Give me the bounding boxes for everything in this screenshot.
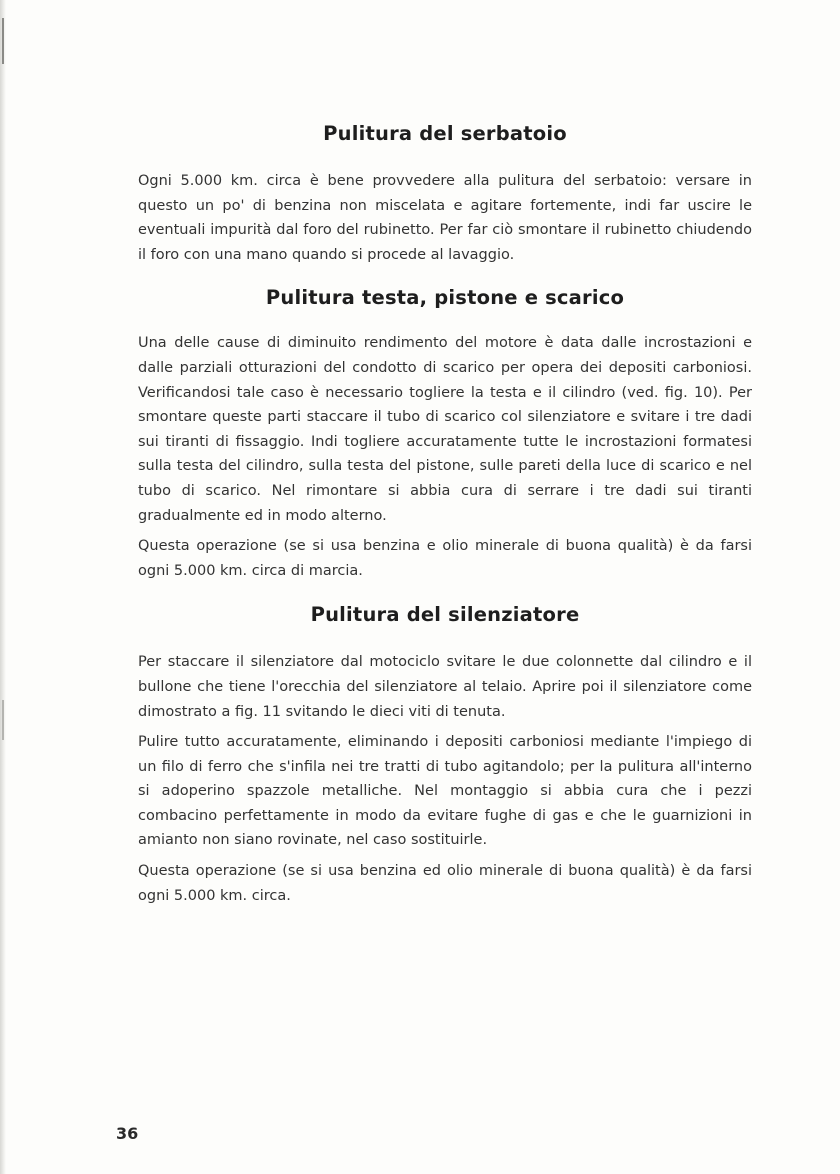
section-paragraph: Ogni 5.000 km. circa è bene provvedere alla pulitura del serbatoio: versare in questo un po' di benzina non miscelata e agitare fortemente, indi far uscire le eventuali impurità dal foro del rubinetto. Per far ciò smontare il rubinetto chiudendo il foro con una mano quando si procede al lavaggio.: [138, 173, 752, 263]
section-title: Pulitura del silenziatore: [310, 603, 580, 627]
section-silenziatore: [138, 603, 752, 908]
section-paragraph: Questa operazione (se si usa benzina e olio minerale di buona qualità) è da farsi ogni 5.000 km. circa di marcia.: [138, 538, 752, 579]
section-paragraph: Una delle cause di diminuito rendimento del motore è data dalle incrostazioni e dalle parziali otturazioni del condotto di scarico per opera dei depositi carboniosi. Verificandosi tale caso è necessario togliere la testa e il cilindro (ved. fig. 10). Per smontare queste parti staccare il tubo di scarico col silenziatore e svitare i tre dadi sui tiranti di fissaggio. Indi togliere accuratamente tutte le incrostazioni formatesi sulla testa del cilindro, sulla testa del pistone, sulle pareti della luce di scarico e nel tubo di scarico. Nel rimontare si abbia cura di serrare i tre dadi sui tiranti gradualmente ed in modo alterno.: [138, 335, 752, 524]
section-title: Pulitura testa, pistone e scarico: [265, 286, 625, 310]
section-serbatoio: [138, 122, 752, 267]
binding-mark: [2, 18, 4, 64]
document-page: [138, 122, 752, 908]
binding-mark: [2, 700, 4, 740]
section-title: Pulitura del serbatoio: [323, 122, 567, 145]
section-paragraph: Pulire tutto accuratamente, eliminando i depositi carboniosi mediante l'impiego di un filo di ferro che s'infila nei tre tratti di tubo agitandolo; per la pulitura all'interno si adoperino spazzole metalliche. Nel montaggio si abbia cura che i pezzi combacino perfettamente in modo da evitare fughe di gas e che le guarnizioni in amianto non siano rovinate, nel caso sostituirle.: [138, 734, 752, 849]
section-paragraph: Per staccare il silenziatore dal motociclo svitare le due colonnette dal cilindro e il bullone che tiene l'orecchia del silenziatore al telaio. Aprire poi il silenziatore come dimostrato a fig. 11 svitando le dieci viti di tenuta.: [138, 654, 752, 720]
section-paragraph: Questa operazione (se si usa benzina ed olio minerale di buona qualità) è da farsi ogni 5.000 km. circa.: [138, 863, 752, 904]
page-binding-edge: [0, 0, 6, 1174]
section-testa-pistone-scarico: [138, 286, 752, 583]
page-number: 36: [116, 1124, 139, 1143]
